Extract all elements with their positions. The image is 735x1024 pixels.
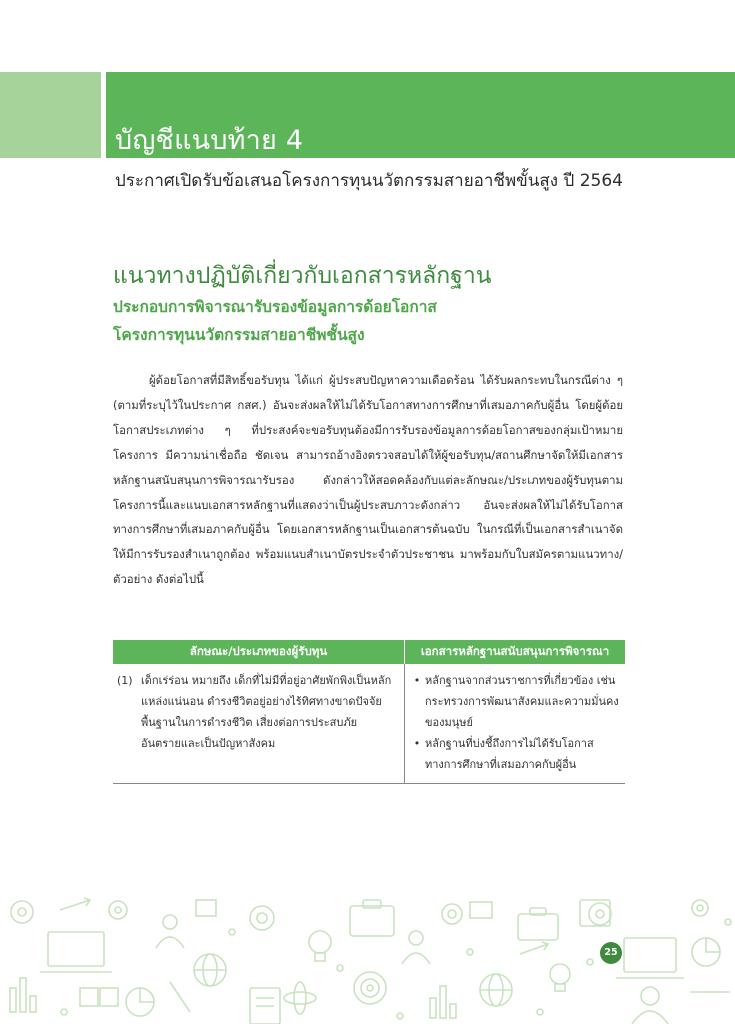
item-number: (1) [117, 674, 133, 687]
footer-pattern-illustration [0, 892, 735, 1024]
section-subheading-2: โครงการทุนนวัตกรรมสายอาชีพชั้นสูง [113, 326, 365, 344]
section-subheading-1: ประกอบการพิจารณารับรองข้อมูลการด้อยโอกาส [113, 298, 437, 316]
evidence-item [409, 733, 621, 775]
header-accent-block [0, 72, 101, 158]
item-description: เด็กเร่ร่อน หมายถึง เด็กที่ไม่มีที่อยู่อาศัยพักพิงเป็นหลักแหล่งแน่นอน ดำรงชีวิตอยู่อย่างไร้ทิศทางขาดปัจจัยพื้นฐานในการดำรงชีวิต เสี่ยงต่อการประสบภัยอันตรายและเป็นปัญหาสังคม [141, 674, 392, 750]
table-header-row [113, 640, 625, 664]
evidence-item [409, 670, 621, 733]
table-row [113, 664, 625, 784]
section-heading: แนวทางปฏิบัติเกี่ยวกับเอกสารหลักฐาน [113, 263, 492, 289]
table-header-evidence: เอกสารหลักฐานสนับสนุนการพิจารณา [405, 640, 626, 664]
evidence-text: หลักฐานจากส่วนราชการที่เกี่ยวข้อง เช่น กระทรวงการพัฒนาสังคมและความมั่นคงของมนุษย์ [425, 674, 619, 729]
evidence-text: หลักฐานที่บ่งชี้ถึงการไม่ได้รับโอกาสทางการศึกษาที่เสมอภาคกับผู้อื่น [425, 737, 594, 771]
bullet-icon: • [413, 737, 421, 750]
page-number-badge: 25 [600, 942, 622, 964]
table-cell-characteristic [113, 664, 405, 784]
appendix-title: บัญชีแนบท้าย 4 [115, 125, 304, 156]
table-header-characteristics: ลักษณะ/ประเภทของผู้รับทุน [113, 640, 405, 664]
criteria-table [113, 640, 625, 784]
bullet-icon: • [413, 674, 421, 687]
intro-paragraph: ผู้ด้อยโอกาสที่มีสิทธิ์ขอรับทุน ได้แก่ ผู้ประสบปัญหาความเดือดร้อน ได้รับผลกระทบในกรณีต่าง ๆ (ตามที่ระบุไว้ในประกาศ กสศ.) อันจะส่งผลให้ไม่ได้รับโอกาสทางการศึกษาที่เสมอภาคกับผู้อื่น โดยผู้ด้อยโอกาสประเภทต่าง ๆ ที่ประสงค์จะขอรับทุนต้องมีการรับรองข้อมูลการด้อยโอกาสของกลุ่มเป้าหมายโครงการ มีความน่าเชื่อถือ ชัดเจน สามารถอ้างอิงตรวจสอบได้ให้ผู้ขอรับทุน/สถานศึกษาจัดให้มีเอกสารหลักฐานสนับสนุนการพิจารณารับรอง ดังกล่าวให้สอดคล้องกับแต่ละลักษณะ/ประเภทของผู้รับทุนตามโครงการนี้และแนบเอกสารหลักฐานที่แสดงว่าเป็นผู้ประสบภาวะดังกล่าว อันจะส่งผลให้ไม่ได้รับโอกาสทางการศึกษาที่เสมอภาคกับผู้อื่น โดยเอกสารหลักฐานเป็นเอกสารต้นฉบับ ในกรณีที่เป็นเอกสารสำเนาจัดให้มีการรับรองสำเนาถูกต้อง พร้อมแนบสำเนาบัตรประจำตัวประชาชน มาพร้อมกับใบสมัครตามแนวทาง/ตัวอย่าง ดังต่อไปนี้ [113, 373, 623, 587]
table-cell-evidence [405, 664, 626, 784]
announcement-subtitle: ประกาศเปิดรับข้อเสนอโครงการทุนนวัตกรรมสายอาชีพขั้นสูง ปี 2564 [115, 171, 623, 191]
